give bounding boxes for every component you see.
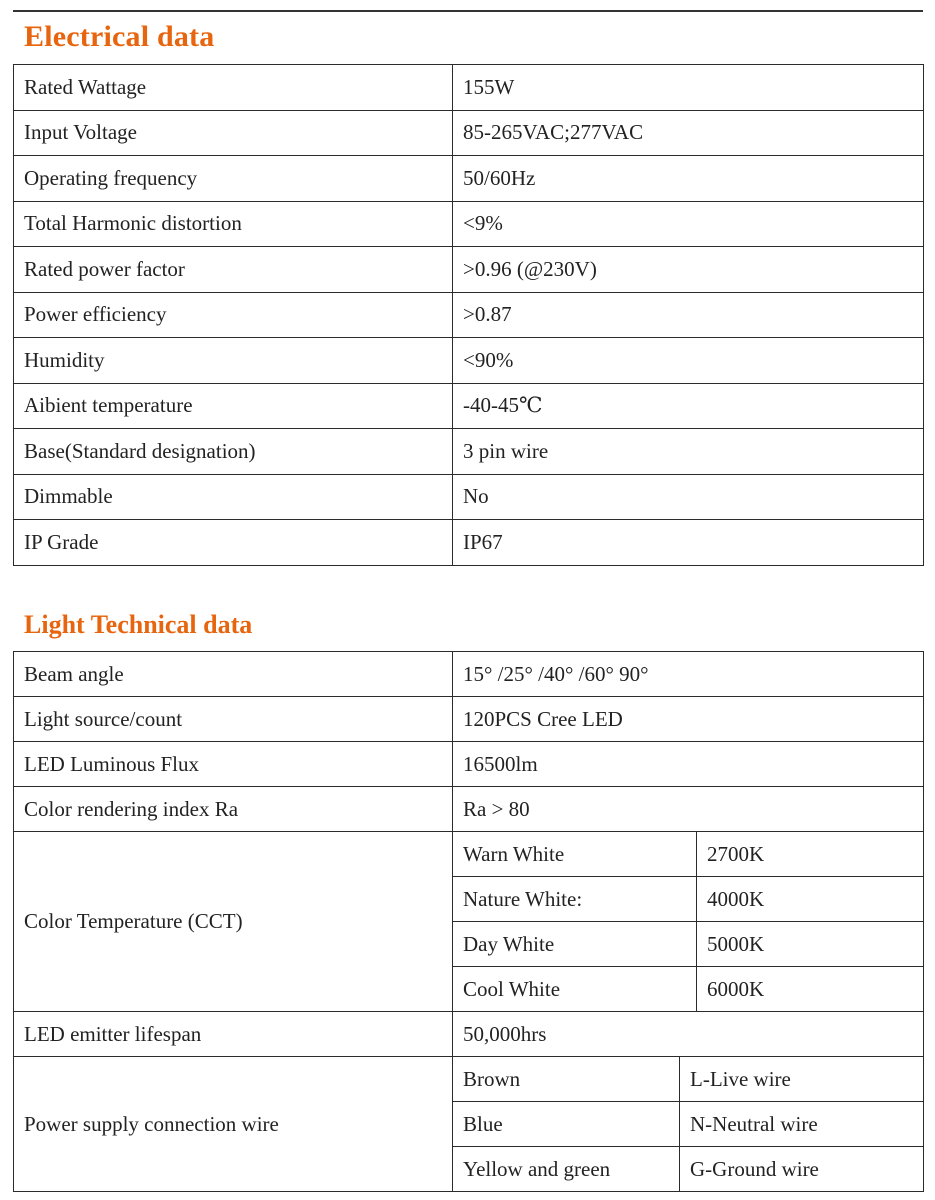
spec-value: 3 pin wire — [453, 429, 924, 475]
table-row — [14, 247, 924, 293]
table-row — [14, 156, 924, 202]
wire-meaning: L-Live wire — [680, 1057, 924, 1102]
spec-value: 15° /25° /40° /60° 90° — [453, 652, 924, 697]
cct-label: Color Temperature (CCT) — [14, 832, 453, 1012]
spec-label: Rated Wattage — [14, 65, 453, 111]
table-row — [14, 474, 924, 520]
cct-option-name: Cool White — [453, 967, 697, 1012]
table-row — [14, 832, 924, 877]
wire-color: Brown — [453, 1057, 680, 1102]
spec-value: >0.96 (@230V) — [453, 247, 924, 293]
spec-value: IP67 — [453, 520, 924, 566]
spec-label: Dimmable — [14, 474, 453, 520]
cct-option-name: Warn White — [453, 832, 697, 877]
spec-label: Total Harmonic distortion — [14, 201, 453, 247]
table-row — [14, 383, 924, 429]
light-technical-data-table — [13, 651, 924, 1192]
table-row — [14, 520, 924, 566]
spec-label: Humidity — [14, 338, 453, 384]
spec-label: Color rendering index Ra — [14, 787, 453, 832]
spec-label: LED emitter lifespan — [14, 1012, 453, 1057]
wire-color: Yellow and green — [453, 1147, 680, 1192]
spec-value: >0.87 — [453, 292, 924, 338]
spec-value: 50/60Hz — [453, 156, 924, 202]
spec-value: <9% — [453, 201, 924, 247]
spec-value: No — [453, 474, 924, 520]
spec-value: -40-45℃ — [453, 383, 924, 429]
cct-option-value: 5000K — [697, 922, 924, 967]
spec-label: Input Voltage — [14, 110, 453, 156]
spec-value: 50,000hrs — [453, 1012, 924, 1057]
spec-label: Operating frequency — [14, 156, 453, 202]
cct-option-value: 4000K — [697, 877, 924, 922]
table-row — [14, 110, 924, 156]
cct-option-name: Nature White: — [453, 877, 697, 922]
spec-label: Light source/count — [14, 697, 453, 742]
spec-value: 16500lm — [453, 742, 924, 787]
table-row — [14, 1057, 924, 1102]
electrical-data-title: Electrical data — [24, 20, 215, 53]
table-row — [14, 742, 924, 787]
spec-label: IP Grade — [14, 520, 453, 566]
top-divider — [13, 10, 923, 12]
spec-label: Base(Standard designation) — [14, 429, 453, 475]
spec-label: Aibient temperature — [14, 383, 453, 429]
wire-meaning: G-Ground wire — [680, 1147, 924, 1192]
cct-option-name: Day White — [453, 922, 697, 967]
spec-value: 85-265VAC;277VAC — [453, 110, 924, 156]
table-row — [14, 338, 924, 384]
cct-option-value: 6000K — [697, 967, 924, 1012]
table-row — [14, 787, 924, 832]
spec-label: Beam angle — [14, 652, 453, 697]
table-row — [14, 292, 924, 338]
table-row — [14, 697, 924, 742]
spec-label: Power efficiency — [14, 292, 453, 338]
spec-label: Rated power factor — [14, 247, 453, 293]
table-row — [14, 429, 924, 475]
wire-color: Blue — [453, 1102, 680, 1147]
cct-option-value: 2700K — [697, 832, 924, 877]
spec-value: <90% — [453, 338, 924, 384]
light-technical-data-title: Light Technical data — [24, 610, 253, 639]
spec-value: 155W — [453, 65, 924, 111]
table-row — [14, 652, 924, 697]
spec-label: LED Luminous Flux — [14, 742, 453, 787]
table-row — [14, 65, 924, 111]
spec-value: 120PCS Cree LED — [453, 697, 924, 742]
electrical-data-table — [13, 64, 924, 566]
wire-label: Power supply connection wire — [14, 1057, 453, 1192]
spec-value: Ra > 80 — [453, 787, 924, 832]
table-row — [14, 201, 924, 247]
wire-meaning: N-Neutral wire — [680, 1102, 924, 1147]
table-row — [14, 1012, 924, 1057]
